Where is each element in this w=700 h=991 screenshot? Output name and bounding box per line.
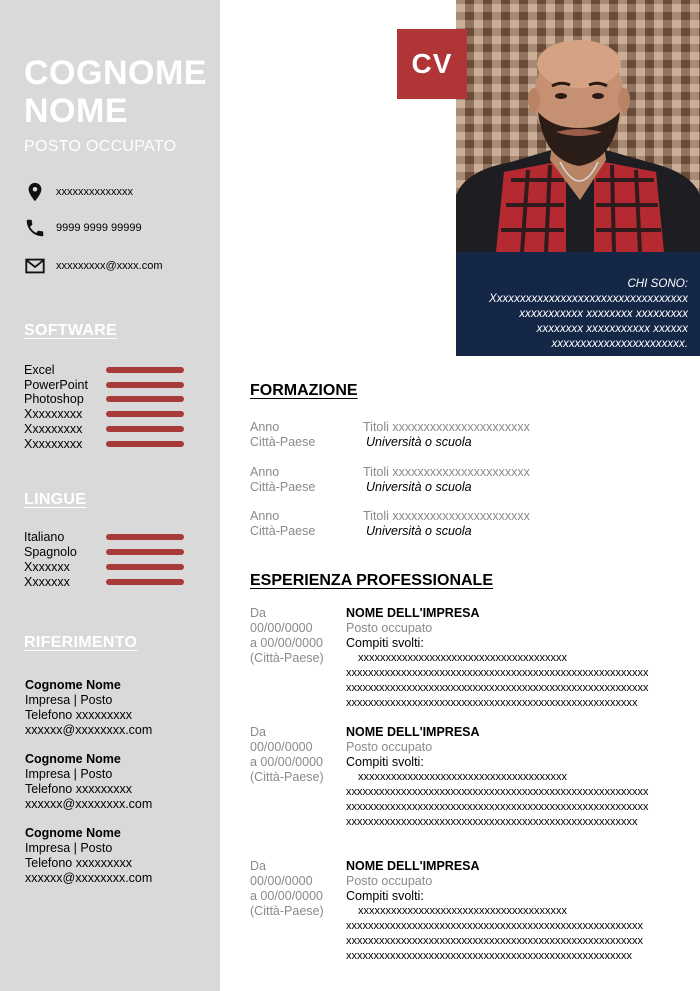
reference-company: Impresa | Posto [25,767,113,781]
about-title: CHI SONO: [627,277,688,290]
envelope-icon [24,255,46,277]
location-pin-icon [24,181,46,203]
experience-from-label: Da [250,606,266,620]
experience-company: NOME DELL'IMPRESA [346,725,480,739]
experience-heading: ESPERIENZA PROFESSIONALE [250,572,493,589]
experience-task-line: xxxxxxxxxxxxxxxxxxxxxxxxxxxxxxxxxxxxxxxxxxxxxxxxxxxxxxx [346,667,649,679]
education-title: Titoli xxxxxxxxxxxxxxxxxxxxxx [363,509,530,523]
education-school: Università o scuola [366,480,472,494]
education-title: Titoli xxxxxxxxxxxxxxxxxxxxxx [363,465,530,479]
experience-detail [346,859,676,964]
experience-position: Posto occupato [346,874,433,888]
reference-email: xxxxxx@xxxxxxxx.com [25,723,153,737]
skill-label: Excel [24,362,55,377]
experience-task-line: xxxxxxxxxxxxxxxxxxxxxxxxxxxxxxxxxxxxxxxxxxxxxxxxxxxxxx [346,935,643,947]
experience-from: 00/00/0000 [250,740,313,754]
skill-bar [106,396,184,402]
contact-phone [24,216,142,240]
language-label: Xxxxxxx [24,574,70,589]
skill-label: Xxxxxxxxx [24,421,83,436]
experience-detail [346,725,676,830]
about-line: xxxxxxxxxxxxxxxxxxxxxxx. [551,337,688,350]
skill-bar [106,367,184,373]
skill-label: Xxxxxxxxx [24,436,83,451]
language-row [24,574,184,589]
address-text: xxxxxxxxxxxxxx [56,186,133,198]
reference-item [25,752,152,812]
reference-email: xxxxxx@xxxxxxxx.com [25,797,153,811]
reference-name: Cognome Nome [25,678,121,692]
experience-detail [346,606,676,711]
skill-label: PowerPoint [24,377,88,392]
reference-phone: Telefono xxxxxxxxx [25,856,132,870]
experience-task-line: xxxxxxxxxxxxxxxxxxxxxxxxxxxxxxxxxxxxxxxxxxxxxxxxxxxxxx [346,920,643,932]
full-name [24,54,207,130]
experience-task-line: xxxxxxxxxxxxxxxxxxxxxxxxxxxxxxxxxxxxxxxxxxxxxxxxxxxxx [346,697,638,709]
language-bar [106,549,184,555]
experience-task-line: xxxxxxxxxxxxxxxxxxxxxxxxxxxxxxxxxxxxxxxxxxxxxxxxxxxxxxx [346,801,649,813]
reference-item [25,678,152,738]
contact-email [24,254,163,278]
experience-dates [250,859,342,919]
experience-from-label: Da [250,859,266,873]
language-label: Italiano [24,529,65,544]
reference-company: Impresa | Posto [25,693,113,707]
reference-name: Cognome Nome [25,752,121,766]
skill-row [24,406,184,421]
experience-tasks-label: Compiti svolti: [346,889,424,903]
job-title: POSTO OCCUPATO [24,138,177,155]
software-heading: SOFTWARE [24,322,118,339]
about-line: Xxxxxxxxxxxxxxxxxxxxxxxxxxxxxxxxxx [488,292,688,305]
language-label: Spagnolo [24,544,77,559]
phone-text: 9999 9999 99999 [56,222,142,234]
education-detail [363,509,530,539]
cv-badge: CV [397,29,467,99]
experience-from: 00/00/0000 [250,621,313,635]
experience-company: NOME DELL'IMPRESA [346,859,480,873]
skill-bar [106,441,184,447]
skill-label: Photoshop [24,391,84,406]
experience-place: (Città-Paese) [250,904,324,918]
contact-address [24,180,133,204]
language-row [24,529,184,544]
experience-task-line: xxxxxxxxxxxxxxxxxxxxxxxxxxxxxxxxxxxxxx [358,652,567,664]
language-bar [106,564,184,570]
language-row [24,544,184,559]
experience-task-line: xxxxxxxxxxxxxxxxxxxxxxxxxxxxxxxxxxxxxxxxxxxxxxxxxxxxx [346,816,638,828]
skill-row [24,391,184,406]
experience-from-label: Da [250,725,266,739]
reference-item [25,826,152,886]
about-line: xxxxxxxx xxxxxxxxxxx xxxxxx [536,322,688,335]
education-meta [250,465,315,495]
education-detail [363,420,530,450]
experience-to: a 00/00/0000 [250,889,323,903]
experience-dates [250,725,342,785]
experience-task-line: xxxxxxxxxxxxxxxxxxxxxxxxxxxxxxxxxxxxxxxxxxxxxxxxxxxxxxx [346,682,649,694]
education-place: Città-Paese [250,435,316,449]
experience-task-line: xxxxxxxxxxxxxxxxxxxxxxxxxxxxxxxxxxxxxx [358,905,567,917]
skill-row [24,362,184,377]
languages-heading: LINGUE [24,491,87,508]
education-title: Titoli xxxxxxxxxxxxxxxxxxxxxx [363,420,530,434]
education-year: Anno [250,420,280,434]
education-detail [363,465,530,495]
language-bar [106,579,184,585]
portrait-illustration [456,0,700,252]
language-label: Xxxxxxx [24,559,70,574]
experience-from: 00/00/0000 [250,874,313,888]
experience-position: Posto occupato [346,740,433,754]
about-box [456,252,700,356]
references-heading: RIFERIMENTO [24,634,138,651]
experience-position: Posto occupato [346,621,433,635]
reference-phone: Telefono xxxxxxxxx [25,708,132,722]
experience-task-line: xxxxxxxxxxxxxxxxxxxxxxxxxxxxxxxxxxxxxxxxxxxxxxxxxxxxxxx [346,786,649,798]
reference-company: Impresa | Posto [25,841,113,855]
education-year: Anno [250,509,280,523]
experience-place: (Città-Paese) [250,770,324,784]
experience-task-line: xxxxxxxxxxxxxxxxxxxxxxxxxxxxxxxxxxxxxx [358,771,567,783]
education-place: Città-Paese [250,524,316,538]
education-meta [250,420,315,450]
experience-task-line: xxxxxxxxxxxxxxxxxxxxxxxxxxxxxxxxxxxxxxxxxxxxxxxxxxxx [346,950,632,962]
language-row [24,559,184,574]
experience-to: a 00/00/0000 [250,636,323,650]
skill-bar [106,382,184,388]
reference-email: xxxxxx@xxxxxxxx.com [25,871,153,885]
experience-dates [250,606,342,666]
skill-bar [106,411,184,417]
experience-to: a 00/00/0000 [250,755,323,769]
experience-place: (Città-Paese) [250,651,324,665]
language-bar [106,534,184,540]
skill-label: Xxxxxxxxx [24,406,83,421]
skill-row [24,421,184,436]
education-school: Università o scuola [366,524,472,538]
surname: COGNOME [24,54,207,92]
skill-bar [106,426,184,432]
education-meta [250,509,315,539]
first-name: NOME [24,92,128,130]
education-place: Città-Paese [250,480,316,494]
skill-row [24,377,184,392]
phone-icon [24,217,46,239]
experience-company: NOME DELL'IMPRESA [346,606,480,620]
education-heading: FORMAZIONE [250,382,358,399]
profile-photo [456,0,700,252]
experience-tasks-label: Compiti svolti: [346,636,424,650]
skill-row [24,436,184,451]
education-year: Anno [250,465,280,479]
reference-name: Cognome Nome [25,826,121,840]
email-text: xxxxxxxxx@xxxx.com [56,260,163,272]
experience-tasks-label: Compiti svolti: [346,755,424,769]
education-school: Università o scuola [366,435,472,449]
about-line: xxxxxxxxxxx xxxxxxxx xxxxxxxxx [519,307,688,320]
reference-phone: Telefono xxxxxxxxx [25,782,132,796]
